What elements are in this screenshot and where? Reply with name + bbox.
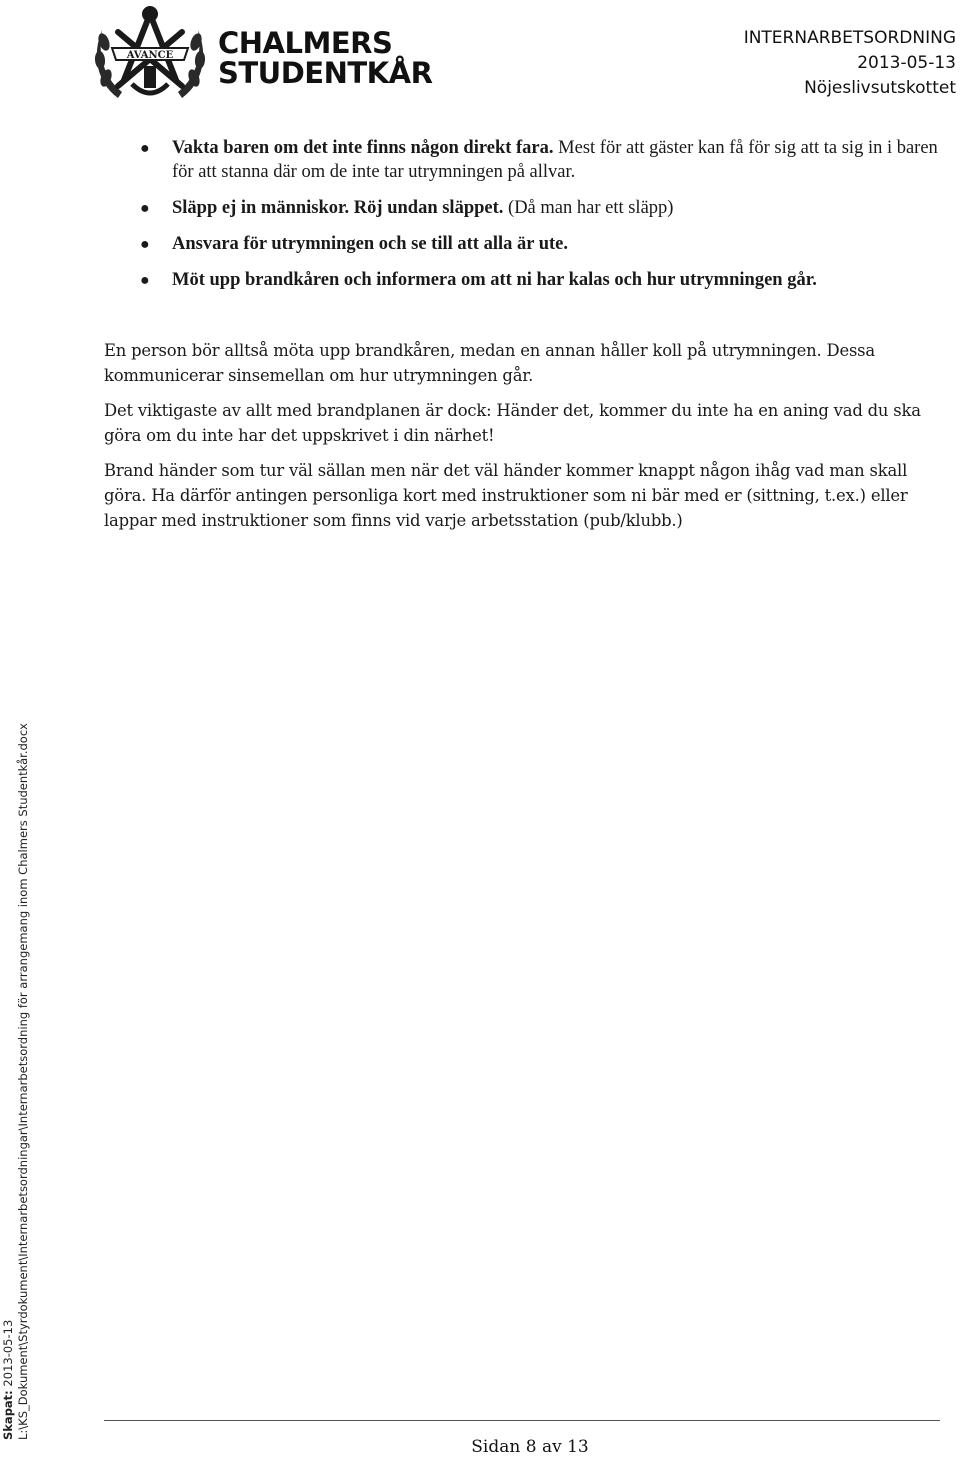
list-item-bold: Ansvara för utrymningen och se till att alla är ute. — [172, 234, 569, 254]
paragraph: En person bör alltså möta upp brandkåren, medan en annan håller koll på utrymningen. Dessa kommunicerar sinsemellan om hur utrymningen går. — [104, 341, 875, 385]
document-metadata-sidebar — [0, 723, 36, 1440]
list-item-bold: Möt upp brandkåren och informera om att ni har kalas och hur utrymningen går. — [172, 270, 817, 290]
list-item-text: (Då man har ett släpp) — [503, 198, 674, 218]
instruction-list — [136, 136, 956, 304]
list-item — [136, 232, 956, 256]
created-date: 2013-05-13 — [1, 1319, 15, 1391]
list-item — [136, 196, 956, 220]
created-line — [1, 1320, 15, 1440]
doc-type: INTERNARBETSORDNING — [743, 28, 956, 48]
body-text — [104, 338, 940, 543]
paragraph: Det viktigaste av allt med brandplanen är dock: Händer det, kommer du inte ha en aning vad du ska göra om du inte har det uppskrivet i din närhet! — [104, 401, 921, 445]
paragraph: Brand händer som tur väl sällan men när det väl händer kommer knappt någon ihåg vad man skall göra. Ha därför antingen personliga kort med instruktioner som ni bär med er (sittning, t.ex.) eller lappar med instruktioner som finns vid varje arbetsstation (pub/klubb.) — [104, 461, 908, 530]
chalmers-studentkar-logo — [88, 2, 433, 106]
page-number: Sidan 8 av 13 — [471, 1437, 589, 1457]
avance-emblem-icon — [88, 2, 212, 106]
svg-text:AVANCE: AVANCE — [126, 50, 174, 61]
footer-divider — [104, 1420, 940, 1421]
logo-line-1: CHALMERS — [218, 26, 393, 60]
bullet-icon: ● — [140, 140, 150, 157]
logo-line-2: STUDENTKÅR — [218, 56, 433, 90]
list-item-bold: Släpp ej in människor. Röj undan släppet. — [172, 198, 504, 218]
doc-date: 2013-05-13 — [857, 53, 956, 73]
document-header-info — [744, 26, 956, 101]
list-item — [136, 136, 956, 184]
committee-name: Nöjeslivsutskottet — [804, 78, 956, 98]
list-item-text: Mest för att gäster kan få för sig att ta sig in i baren för att stanna där om de inte tar utrymningen på allvar. — [172, 138, 938, 182]
list-item — [136, 268, 956, 292]
bullet-icon: ● — [140, 236, 150, 253]
bullet-icon: ● — [140, 272, 150, 289]
list-item-bold: Vakta baren om det inte finns någon direkt fara. — [172, 138, 554, 158]
file-path: L:\KS_Dokument\Styrdokument\Internarbetsordningar\Internarbetsordning för arrangemang inom Chalmers Studentkår.docx — [16, 723, 30, 1440]
logo-wordmark — [218, 28, 432, 88]
created-label: Skapat: — [1, 1390, 15, 1440]
bullet-icon: ● — [140, 200, 150, 217]
